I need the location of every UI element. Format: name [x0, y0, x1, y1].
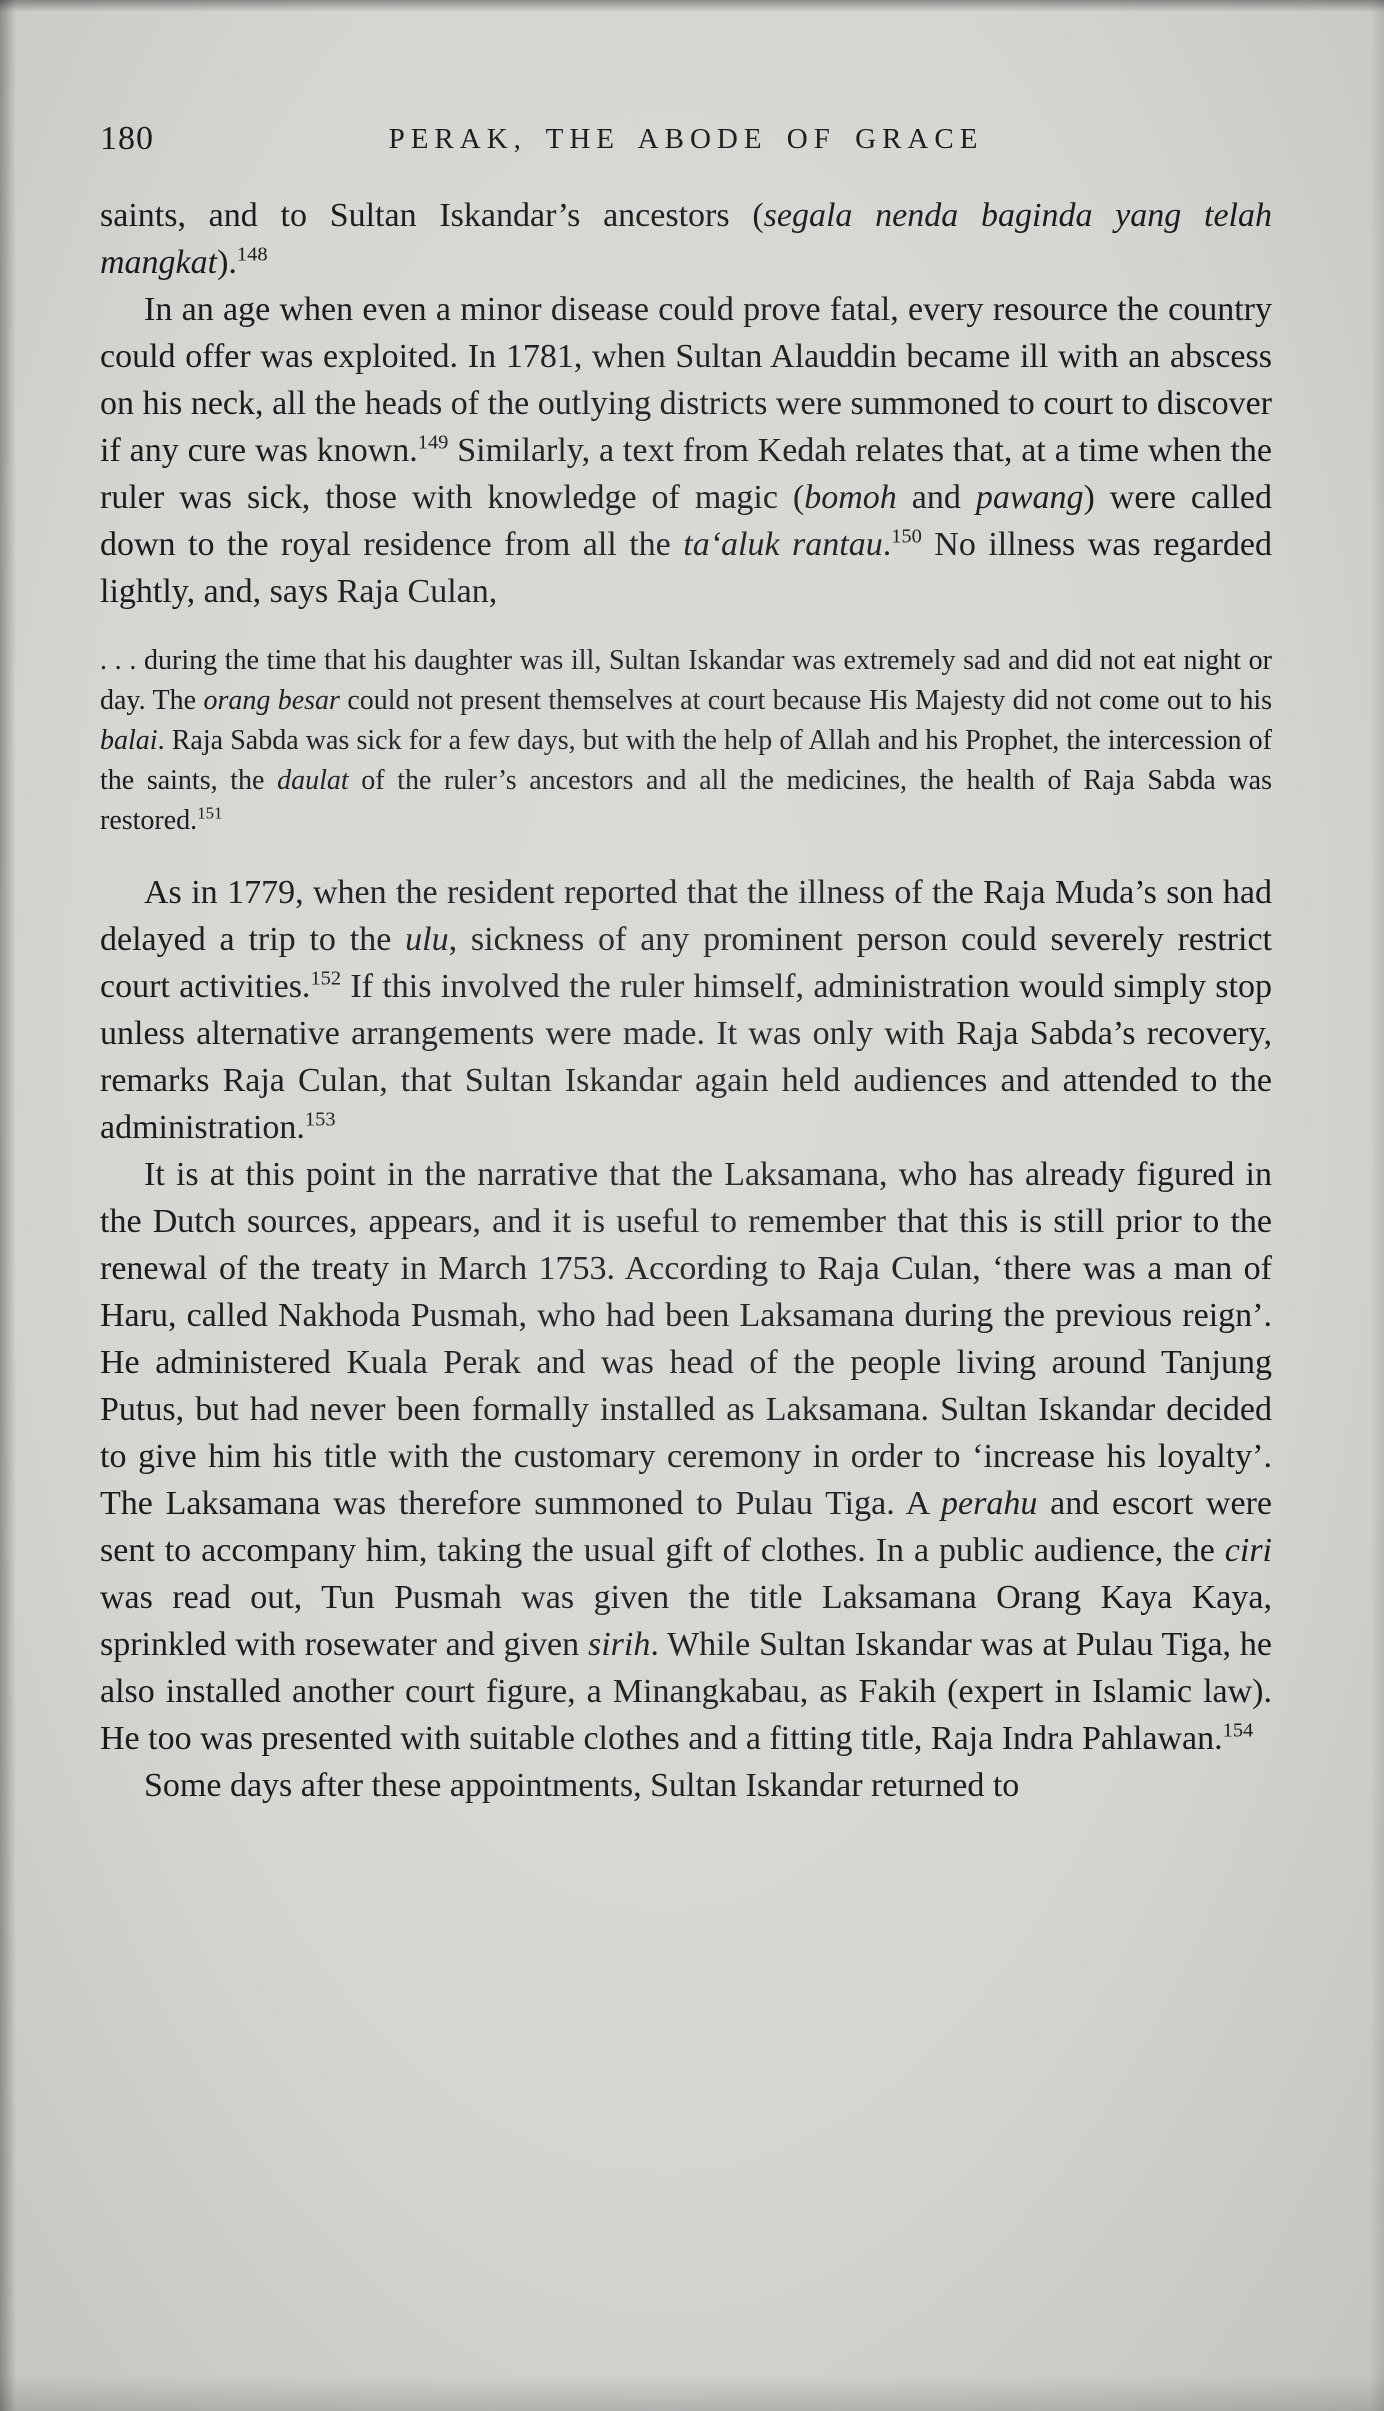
italic-term: sirih	[588, 1626, 651, 1663]
text-run: and escort were sent to accompany him, taking the usual gift of clothes. In a public audience, the	[100, 1485, 1272, 1569]
italic-term: balai	[100, 725, 158, 756]
footnote-reference: 151	[197, 803, 223, 823]
text-run: of the ruler’s ancestors and all the medicines, the health of Raja Sabda was restored.	[100, 765, 1272, 836]
footnote-reference: 152	[310, 967, 342, 990]
page-number: 180	[100, 120, 154, 157]
text-run: could not present themselves at court because His Majesty did not come out to his	[339, 685, 1272, 716]
italic-term: ta‘aluk rantau	[683, 526, 883, 563]
running-title: PERAK, THE ABODE OF GRACE	[388, 123, 984, 155]
italic-term: bomoh	[804, 479, 897, 516]
italic-term: pawang	[975, 479, 1084, 516]
footnote-reference: 150	[891, 525, 922, 548]
text-run: As in 1779, when the resident reported that the illness of the Raja Muda’s son had delayed a trip to the	[100, 874, 1272, 958]
footnote-reference: 148	[236, 243, 268, 266]
text-run: Similarly, a text from Kedah relates that, at a time when the ruler was sick, those with knowledge of magic (	[100, 432, 1273, 516]
text-run: and	[896, 479, 976, 516]
text-run: No illness was regarded lightly, and, says Raja Culan,	[100, 526, 1272, 610]
text-run: , sickness of any prominent person could severely restrict court activities.	[100, 921, 1272, 1005]
block-quote	[100, 641, 1272, 841]
text-run: If this involved the ruler himself, administration would simply stop unless alternative arrangements were made. It was only with Raja Sabda’s recovery, remarks Raja Culan, that Sultan Iskandar again held audiences and attended to the administration.	[100, 968, 1272, 1146]
footnote-reference: 149	[417, 431, 449, 454]
paragraph	[100, 1151, 1272, 1762]
italic-term: perahu	[941, 1485, 1038, 1522]
italic-term: ciri	[1224, 1532, 1272, 1569]
text-run: was read out, Tun Pusmah was given the title Laksamana Orang Kaya Kaya, sprinkled with rosewater and given	[100, 1579, 1272, 1663]
italic-term: orang besar	[203, 685, 340, 716]
text-run: Some days after these appointments, Sultan Iskandar returned to	[144, 1767, 1020, 1804]
page-header	[100, 118, 1272, 164]
text-run: ) were called down to the royal residence from all the	[100, 479, 1273, 563]
italic-term: daulat	[277, 765, 349, 796]
text-run: . Raja Sabda was sick for a few days, but with the help of Allah and his Prophet, the intercession of the saints, the	[100, 725, 1272, 796]
footnote-reference: 153	[304, 1108, 336, 1131]
text-run: It is at this point in the narrative that the Laksamana, who has already figured in the Dutch sources, appears, and it is useful to remember that this is still prior to the renewal of the treaty in March 1753. According to Raja Culan, ‘there was a man of Haru, called Nakhoda Pusmah, who had been Laksamana during the previous reign’. He administered Kuala Perak and was head of the people living around Tanjung Putus, but had never been formally installed as Laksamana. Sultan Iskandar decided to give him his title with the customary ceremony in order to ‘increase his loyalty’. The Laksamana was therefore summoned to Pulau Tiga. A	[100, 1156, 1272, 1522]
paragraph	[100, 869, 1272, 1151]
text-run: . . . during the time that his daughter was ill, Sultan Iskandar was extremely sad and did not eat night or day. The	[100, 645, 1272, 716]
text-run: ).	[217, 244, 237, 281]
text-run: . While Sultan Iskandar was at Pulau Tiga, he also installed another court figure, a Minangkabau, as Fakih (expert in Islamic law). He too was presented with suitable clothes and a fitting title, Raja Indra Pahlawan.	[100, 1626, 1272, 1757]
page-body	[100, 192, 1272, 1809]
paragraph	[100, 286, 1272, 615]
paragraph-continuation	[100, 192, 1272, 286]
text-run: saints, and to Sultan Iskandar’s ancestors (	[100, 197, 764, 234]
italic-term: segala nenda baginda yang telah mangkat	[100, 197, 1272, 281]
text-run: .	[882, 526, 892, 563]
paragraph	[100, 1762, 1272, 1809]
text-run: In an age when even a minor disease could prove fatal, every resource the country could offer was exploited. In 1781, when Sultan Alauddin became ill with an abscess on his neck, all the heads of the outlying districts were summoned to court to discover if any cure was known.	[100, 291, 1272, 469]
italic-term: ulu	[405, 921, 449, 958]
footnote-reference: 154	[1222, 1719, 1254, 1742]
